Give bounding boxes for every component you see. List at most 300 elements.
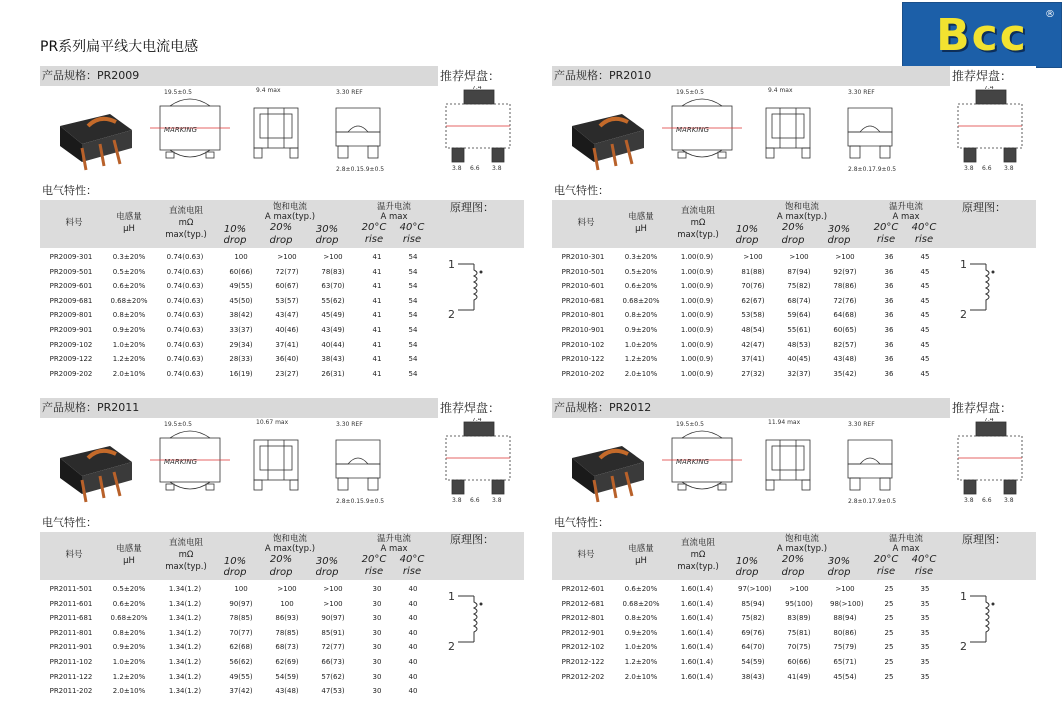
front-view — [848, 108, 892, 158]
spec-name: PR2009 — [97, 69, 140, 82]
table-cell: 87(94) — [787, 267, 811, 276]
table-cell: PR2011-901 — [49, 643, 93, 652]
inductor-photo — [572, 114, 644, 170]
drop30: 30% — [827, 224, 851, 235]
table-cell: 78(85) — [275, 628, 299, 637]
table-cell: 1.2±20% — [112, 355, 146, 364]
table-cell: 55(61) — [787, 326, 811, 334]
table-cell: 72(77) — [275, 267, 299, 276]
col-dcr-unit: mΩ — [178, 218, 194, 228]
table-cell: >100 — [277, 253, 297, 261]
table-cell: PR2011-801 — [49, 628, 93, 637]
col-temp-unit: A max — [892, 544, 920, 554]
table-cell: 1.0±20% — [112, 658, 146, 666]
table-cell: 0.3±20% — [624, 253, 658, 261]
dimension-label: 7.4 — [472, 418, 482, 423]
table-cell: PR2011-601 — [49, 599, 93, 608]
table-row — [552, 597, 952, 611]
table-row — [40, 250, 440, 264]
table-cell: 0.9±20% — [624, 628, 658, 637]
col-sat: 饱和电流 — [272, 202, 307, 212]
table-cell: 35 — [920, 672, 930, 681]
drop20: 20% — [781, 222, 805, 233]
table-cell: 27(32) — [741, 369, 765, 378]
col-temp: 温升电流 — [376, 534, 411, 544]
table-cell: 1.00(0.9) — [680, 296, 714, 305]
table-cell: 64(70) — [741, 643, 765, 652]
table-cell: PR2010-301 — [561, 253, 605, 261]
table-cell: 1.00(0.9) — [680, 267, 714, 276]
table-row — [40, 611, 440, 625]
temp20-label: rise — [876, 234, 896, 245]
table-cell: 0.74(0.63) — [166, 326, 204, 334]
dimension-label: 3.8 — [492, 497, 502, 504]
table-cell: 30 — [372, 658, 382, 666]
table-cell: 88(94) — [833, 614, 857, 623]
dimension-label: 7.4 — [472, 86, 482, 91]
drop20-label: drop — [269, 235, 293, 246]
side-view — [254, 108, 298, 158]
table-row — [40, 684, 440, 698]
table-cell: 60(65) — [833, 326, 857, 334]
table-cell: 82(57) — [833, 340, 857, 349]
col-inductance: 电感量 — [628, 212, 654, 222]
table-cell: 40 — [408, 658, 418, 666]
table-cell: PR2012-102 — [561, 643, 605, 652]
table-cell: 0.5±20% — [624, 267, 658, 276]
schematic-diagram — [448, 256, 508, 336]
table-row — [552, 265, 952, 279]
spec-prefix: 产品规格： — [554, 401, 609, 414]
table-row — [552, 626, 952, 640]
side-view — [766, 108, 810, 158]
drop30-label: drop — [315, 235, 339, 246]
table-cell: PR2010-501 — [561, 267, 605, 276]
table-cell: 1.60(1.4) — [680, 614, 714, 623]
table-cell: 54 — [408, 311, 418, 320]
front-view — [336, 440, 380, 490]
table-row — [552, 655, 952, 669]
table-cell: 2.0±10% — [112, 369, 146, 378]
table-cell: PR2010-122 — [561, 355, 605, 364]
table-cell: 70(76) — [741, 282, 765, 291]
table-cell: PR2009-681 — [49, 296, 93, 305]
col-sat: 饱和电流 — [272, 534, 307, 544]
table-cell: 45 — [920, 369, 930, 378]
table-cell: >100 — [323, 599, 343, 608]
table-row — [552, 323, 952, 337]
table-cell: 81(88) — [741, 267, 765, 276]
table-cell: 1.0±20% — [112, 340, 146, 349]
temp20-label: rise — [876, 566, 896, 577]
table-cell: 0.9±20% — [112, 326, 146, 334]
table-cell: 64(68) — [833, 311, 857, 320]
col-part-no: 料号 — [65, 218, 83, 228]
schematic-diagram — [448, 588, 508, 668]
table-row — [40, 640, 440, 654]
spec-header — [552, 398, 1036, 418]
dimension-label: 7.4 — [984, 418, 994, 423]
col-part-no: 料号 — [577, 218, 595, 228]
table-row — [552, 582, 952, 596]
marking-label: MARKING — [164, 458, 198, 466]
temp20: 20°C — [873, 222, 899, 233]
inductor-photo — [60, 114, 132, 170]
col-inductance: 电感量 — [116, 212, 142, 222]
table-cell: 100 — [234, 253, 248, 261]
table-cell: PR2009-901 — [49, 326, 93, 334]
electrical-label: 电气特性： — [554, 184, 609, 197]
col-sat: 饱和电流 — [784, 534, 819, 544]
product-panel-pr2011 — [40, 398, 524, 718]
temp40-label: rise — [914, 234, 934, 245]
table-cell: 0.68±20% — [110, 614, 148, 623]
table-cell: 45 — [920, 355, 930, 364]
table-cell: 25 — [884, 643, 894, 652]
drop20: 20% — [781, 554, 805, 565]
table-cell: 78(85) — [229, 614, 253, 623]
table-cell: 37(42) — [229, 687, 253, 696]
table-cell: 37(41) — [275, 340, 299, 349]
table-row — [552, 352, 952, 366]
table-cell: 0.9±20% — [112, 643, 146, 652]
table-cell: 2.0±10% — [624, 369, 658, 378]
table-cell: 40(45) — [787, 355, 811, 364]
table-cell: 1.34(1.2) — [168, 585, 202, 593]
table-cell: 40(46) — [275, 326, 299, 334]
table-cell: >100 — [323, 253, 343, 261]
table-row — [40, 265, 440, 279]
table-cell: 30 — [372, 585, 382, 593]
table-cell: 1.34(1.2) — [168, 614, 202, 623]
table-cell: PR2010-102 — [561, 340, 605, 349]
pin1-label: 1 — [960, 590, 967, 603]
electrical-label: 电气特性： — [554, 516, 609, 529]
schematic-label: 原理图： — [450, 201, 494, 214]
table-cell: 1.60(1.4) — [680, 672, 714, 681]
logo-text: Bcc — [936, 9, 1028, 61]
table-cell: 25 — [884, 628, 894, 637]
table-cell: 26(31) — [321, 369, 345, 378]
table-cell: 36 — [884, 267, 894, 276]
temp40: 40°C — [399, 222, 425, 233]
table-cell: 41 — [372, 355, 382, 364]
table-cell: 1.60(1.4) — [680, 585, 714, 593]
table-cell: 36 — [884, 282, 894, 291]
table-cell: 38(42) — [229, 311, 253, 320]
table-cell: 1.34(1.2) — [168, 672, 202, 681]
table-cell: 70(75) — [787, 643, 811, 652]
table-cell: 1.60(1.4) — [680, 628, 714, 637]
col-dcr-type: max(typ.) — [165, 562, 207, 572]
front-view — [848, 440, 892, 490]
col-temp-unit: A max — [892, 212, 920, 222]
dimension-drawing — [40, 418, 524, 516]
table-cell: 41 — [372, 253, 382, 261]
table-cell: 28(33) — [229, 355, 253, 364]
table-cell: 25 — [884, 599, 894, 608]
spec-name: PR2011 — [97, 401, 140, 414]
pin2-label: 2 — [448, 308, 455, 321]
col-dcr-type: max(typ.) — [165, 230, 207, 240]
table-cell: 42(47) — [741, 340, 765, 349]
table-cell: 65(71) — [833, 658, 857, 666]
table-cell: 45(54) — [833, 672, 857, 681]
table-cell: 69(76) — [741, 628, 765, 637]
table-cell: PR2009-801 — [49, 311, 93, 320]
drop10-label: drop — [735, 235, 759, 246]
table-cell: 1.34(1.2) — [168, 687, 202, 696]
dimension-label: 3.8 — [964, 165, 974, 172]
table-cell: 1.34(1.2) — [168, 643, 202, 652]
table-cell: 36 — [884, 340, 894, 349]
col-dcr-type: max(typ.) — [677, 562, 719, 572]
col-sat-unit: A max(typ.) — [776, 544, 828, 554]
table-cell: 49(55) — [229, 282, 253, 291]
table-cell: 40(44) — [321, 340, 345, 349]
table-cell: 40 — [408, 628, 418, 637]
table-cell: 16(19) — [229, 369, 253, 378]
table-cell: 1.00(0.9) — [680, 340, 714, 349]
table-cell: 68(73) — [275, 643, 299, 652]
schematic-label: 原理图： — [450, 533, 494, 546]
table-cell: 1.60(1.4) — [680, 658, 714, 666]
table-cell: 1.00(0.9) — [680, 311, 714, 320]
dimension-label: 19.5±0.5 — [676, 89, 704, 96]
col-sat-unit: A max(typ.) — [776, 212, 828, 222]
table-cell: 25 — [884, 672, 894, 681]
dimension-drawing — [552, 86, 1036, 184]
table-row — [552, 338, 952, 352]
dimension-label: 6.6 — [470, 165, 480, 172]
table-cell: PR2012-122 — [561, 658, 605, 666]
temp20-label: rise — [364, 566, 384, 577]
table-cell: 41 — [372, 311, 382, 320]
drop10: 10% — [223, 556, 247, 567]
table-cell: 98(>100) — [830, 599, 864, 608]
table-cell: 0.74(0.63) — [166, 296, 204, 305]
drop30: 30% — [315, 556, 339, 567]
table-cell: 86(93) — [275, 614, 299, 623]
spec-name: PR2012 — [609, 401, 652, 414]
table-cell: 36(40) — [275, 355, 299, 364]
table-cell: 25 — [884, 614, 894, 623]
table-cell: 1.2±20% — [624, 658, 658, 666]
table-cell: PR2009-202 — [49, 369, 93, 378]
table-cell: 1.60(1.4) — [680, 643, 714, 652]
pad-layout — [958, 90, 1022, 162]
table-cell: 40 — [408, 614, 418, 623]
table-row — [40, 670, 440, 684]
spec-prefix: 产品规格： — [42, 401, 97, 414]
table-header — [40, 200, 524, 248]
table-cell: 72(77) — [321, 643, 345, 652]
drop20-label: drop — [781, 235, 805, 246]
dimension-label: 7.9±0.5 — [872, 498, 897, 505]
temp20: 20°C — [361, 554, 387, 565]
temp40-label: rise — [402, 234, 422, 245]
table-cell: 38(43) — [741, 672, 765, 681]
table-cell: 66(73) — [321, 658, 345, 666]
table-cell: 45 — [920, 267, 930, 276]
table-cell: 45 — [920, 296, 930, 305]
col-temp-unit: A max — [380, 212, 408, 222]
recommend-pad-label: 推荐焊盘： — [950, 398, 1036, 418]
table-row — [40, 279, 440, 293]
table-row — [40, 352, 440, 366]
table-cell: 45 — [920, 282, 930, 291]
temp40: 40°C — [399, 554, 425, 565]
table-cell: 36 — [884, 253, 894, 261]
schematic-label: 原理图： — [962, 533, 1006, 546]
col-part-no: 料号 — [65, 550, 83, 560]
dimension-label: 19.5±0.5 — [676, 421, 704, 428]
col-sat-unit: A max(typ.) — [264, 212, 316, 222]
table-row — [40, 323, 440, 337]
pin2-label: 2 — [448, 640, 455, 653]
table-cell: 54 — [408, 326, 418, 334]
col-dcr-type: max(typ.) — [677, 230, 719, 240]
pad-layout — [446, 422, 510, 494]
temp40-label: rise — [914, 566, 934, 577]
marking-label: MARKING — [676, 458, 710, 466]
electrical-label: 电气特性： — [42, 184, 97, 197]
table-cell: 2.0±10% — [112, 687, 146, 696]
table-cell: 85(91) — [321, 628, 345, 637]
table-cell: 23(27) — [275, 369, 299, 378]
table-cell: PR2012-681 — [561, 599, 605, 608]
table-cell: 30 — [372, 672, 382, 681]
drop10-label: drop — [223, 567, 247, 578]
table-cell: 92(97) — [833, 267, 857, 276]
col-sat-unit: A max(typ.) — [264, 544, 316, 554]
table-cell: 54 — [408, 282, 418, 291]
col-sat: 饱和电流 — [784, 202, 819, 212]
table-cell: 100 — [234, 585, 248, 593]
table-cell: 0.74(0.63) — [166, 267, 204, 276]
table-cell: 35 — [920, 599, 930, 608]
table-cell: 41 — [372, 340, 382, 349]
table-cell: 48(54) — [741, 326, 765, 334]
table-cell: 62(68) — [229, 643, 253, 652]
drop30-label: drop — [827, 235, 851, 246]
inductor-photo — [572, 446, 644, 502]
dimension-label: 3.30 REF — [336, 421, 363, 428]
table-cell: 0.5±20% — [112, 585, 146, 593]
table-cell: 59(64) — [787, 311, 811, 320]
table-cell: 72(76) — [833, 296, 857, 305]
table-cell: 45 — [920, 311, 930, 320]
table-cell: 75(81) — [787, 628, 811, 637]
table-cell: 0.68±20% — [622, 296, 660, 305]
dimension-label: 7.9±0.5 — [872, 166, 897, 173]
dimension-label: 2.8±0.1 — [336, 498, 361, 505]
temp20: 20°C — [361, 222, 387, 233]
table-cell: 75(82) — [741, 614, 765, 623]
table-cell: 0.6±20% — [112, 599, 146, 608]
table-cell: 0.74(0.63) — [166, 369, 204, 378]
table-cell: PR2010-202 — [561, 369, 605, 378]
table-row — [40, 367, 440, 381]
schematic-diagram — [960, 256, 1020, 336]
drop30: 30% — [315, 224, 339, 235]
table-row — [552, 279, 952, 293]
dimension-label: 19.5±0.5 — [164, 89, 192, 96]
table-cell: 1.34(1.2) — [168, 628, 202, 637]
table-cell: 37(41) — [741, 355, 765, 364]
table-cell: 75(82) — [787, 282, 811, 291]
col-inductance: 电感量 — [116, 544, 142, 554]
table-row — [552, 670, 952, 684]
table-cell: 1.0±20% — [624, 643, 658, 652]
dimension-label: 6.6 — [982, 165, 992, 172]
table-cell: 45 — [920, 253, 930, 261]
electrical-label: 电气特性： — [42, 516, 97, 529]
table-cell: 1.34(1.2) — [168, 658, 202, 666]
product-panel-pr2012 — [552, 398, 1036, 718]
col-inductance-unit: μH — [635, 556, 647, 566]
pin1-label: 1 — [448, 590, 455, 603]
table-row — [40, 582, 440, 596]
table-cell: 35 — [920, 585, 930, 593]
side-view — [766, 440, 810, 490]
table-cell: 43(47) — [275, 311, 299, 320]
table-cell: 32(37) — [787, 369, 811, 378]
table-cell: 60(66) — [229, 267, 253, 276]
col-dcr-unit: mΩ — [690, 218, 706, 228]
temp40: 40°C — [911, 554, 937, 565]
table-cell: >100 — [277, 585, 297, 593]
dimension-label: 7.4 — [984, 86, 994, 91]
table-row — [552, 640, 952, 654]
table-cell: 25 — [884, 585, 894, 593]
table-cell: 47(53) — [321, 687, 345, 696]
table-cell: 53(58) — [741, 311, 765, 320]
table-cell: 1.34(1.2) — [168, 599, 202, 608]
table-cell: 56(62) — [229, 658, 253, 666]
drop10: 10% — [735, 224, 759, 235]
table-cell: PR2009-102 — [49, 340, 93, 349]
table-cell: 38(43) — [321, 355, 345, 364]
page-title: PR系列扁平线大电流电感 — [40, 39, 199, 55]
drop10: 10% — [223, 224, 247, 235]
table-cell: 63(70) — [321, 282, 345, 291]
drop20: 20% — [269, 554, 293, 565]
table-cell: 1.60(1.4) — [680, 599, 714, 608]
table-cell: PR2009-301 — [49, 253, 93, 261]
pin1-label: 1 — [448, 258, 455, 271]
dimension-label: 3.30 REF — [336, 89, 363, 96]
bcc-logo — [902, 2, 1062, 68]
table-cell: 0.8±20% — [624, 614, 658, 623]
table-cell: 36 — [884, 369, 894, 378]
table-cell: 0.8±20% — [624, 311, 658, 320]
table-cell: 60(66) — [787, 658, 811, 666]
table-cell: 1.00(0.9) — [680, 369, 714, 378]
pad-layout — [958, 422, 1022, 494]
dimension-label: 2.8±0.1 — [848, 166, 873, 173]
table-cell: PR2009-122 — [49, 355, 93, 364]
table-cell: 0.9±20% — [624, 326, 658, 334]
table-cell: PR2012-601 — [561, 585, 605, 593]
table-row — [40, 655, 440, 669]
table-cell: >100 — [835, 585, 855, 593]
dimension-label: 3.8 — [452, 165, 462, 172]
table-cell: 41(49) — [787, 672, 811, 681]
table-cell: 35 — [920, 628, 930, 637]
table-cell: 100 — [280, 599, 294, 608]
table-cell: 36 — [884, 311, 894, 320]
